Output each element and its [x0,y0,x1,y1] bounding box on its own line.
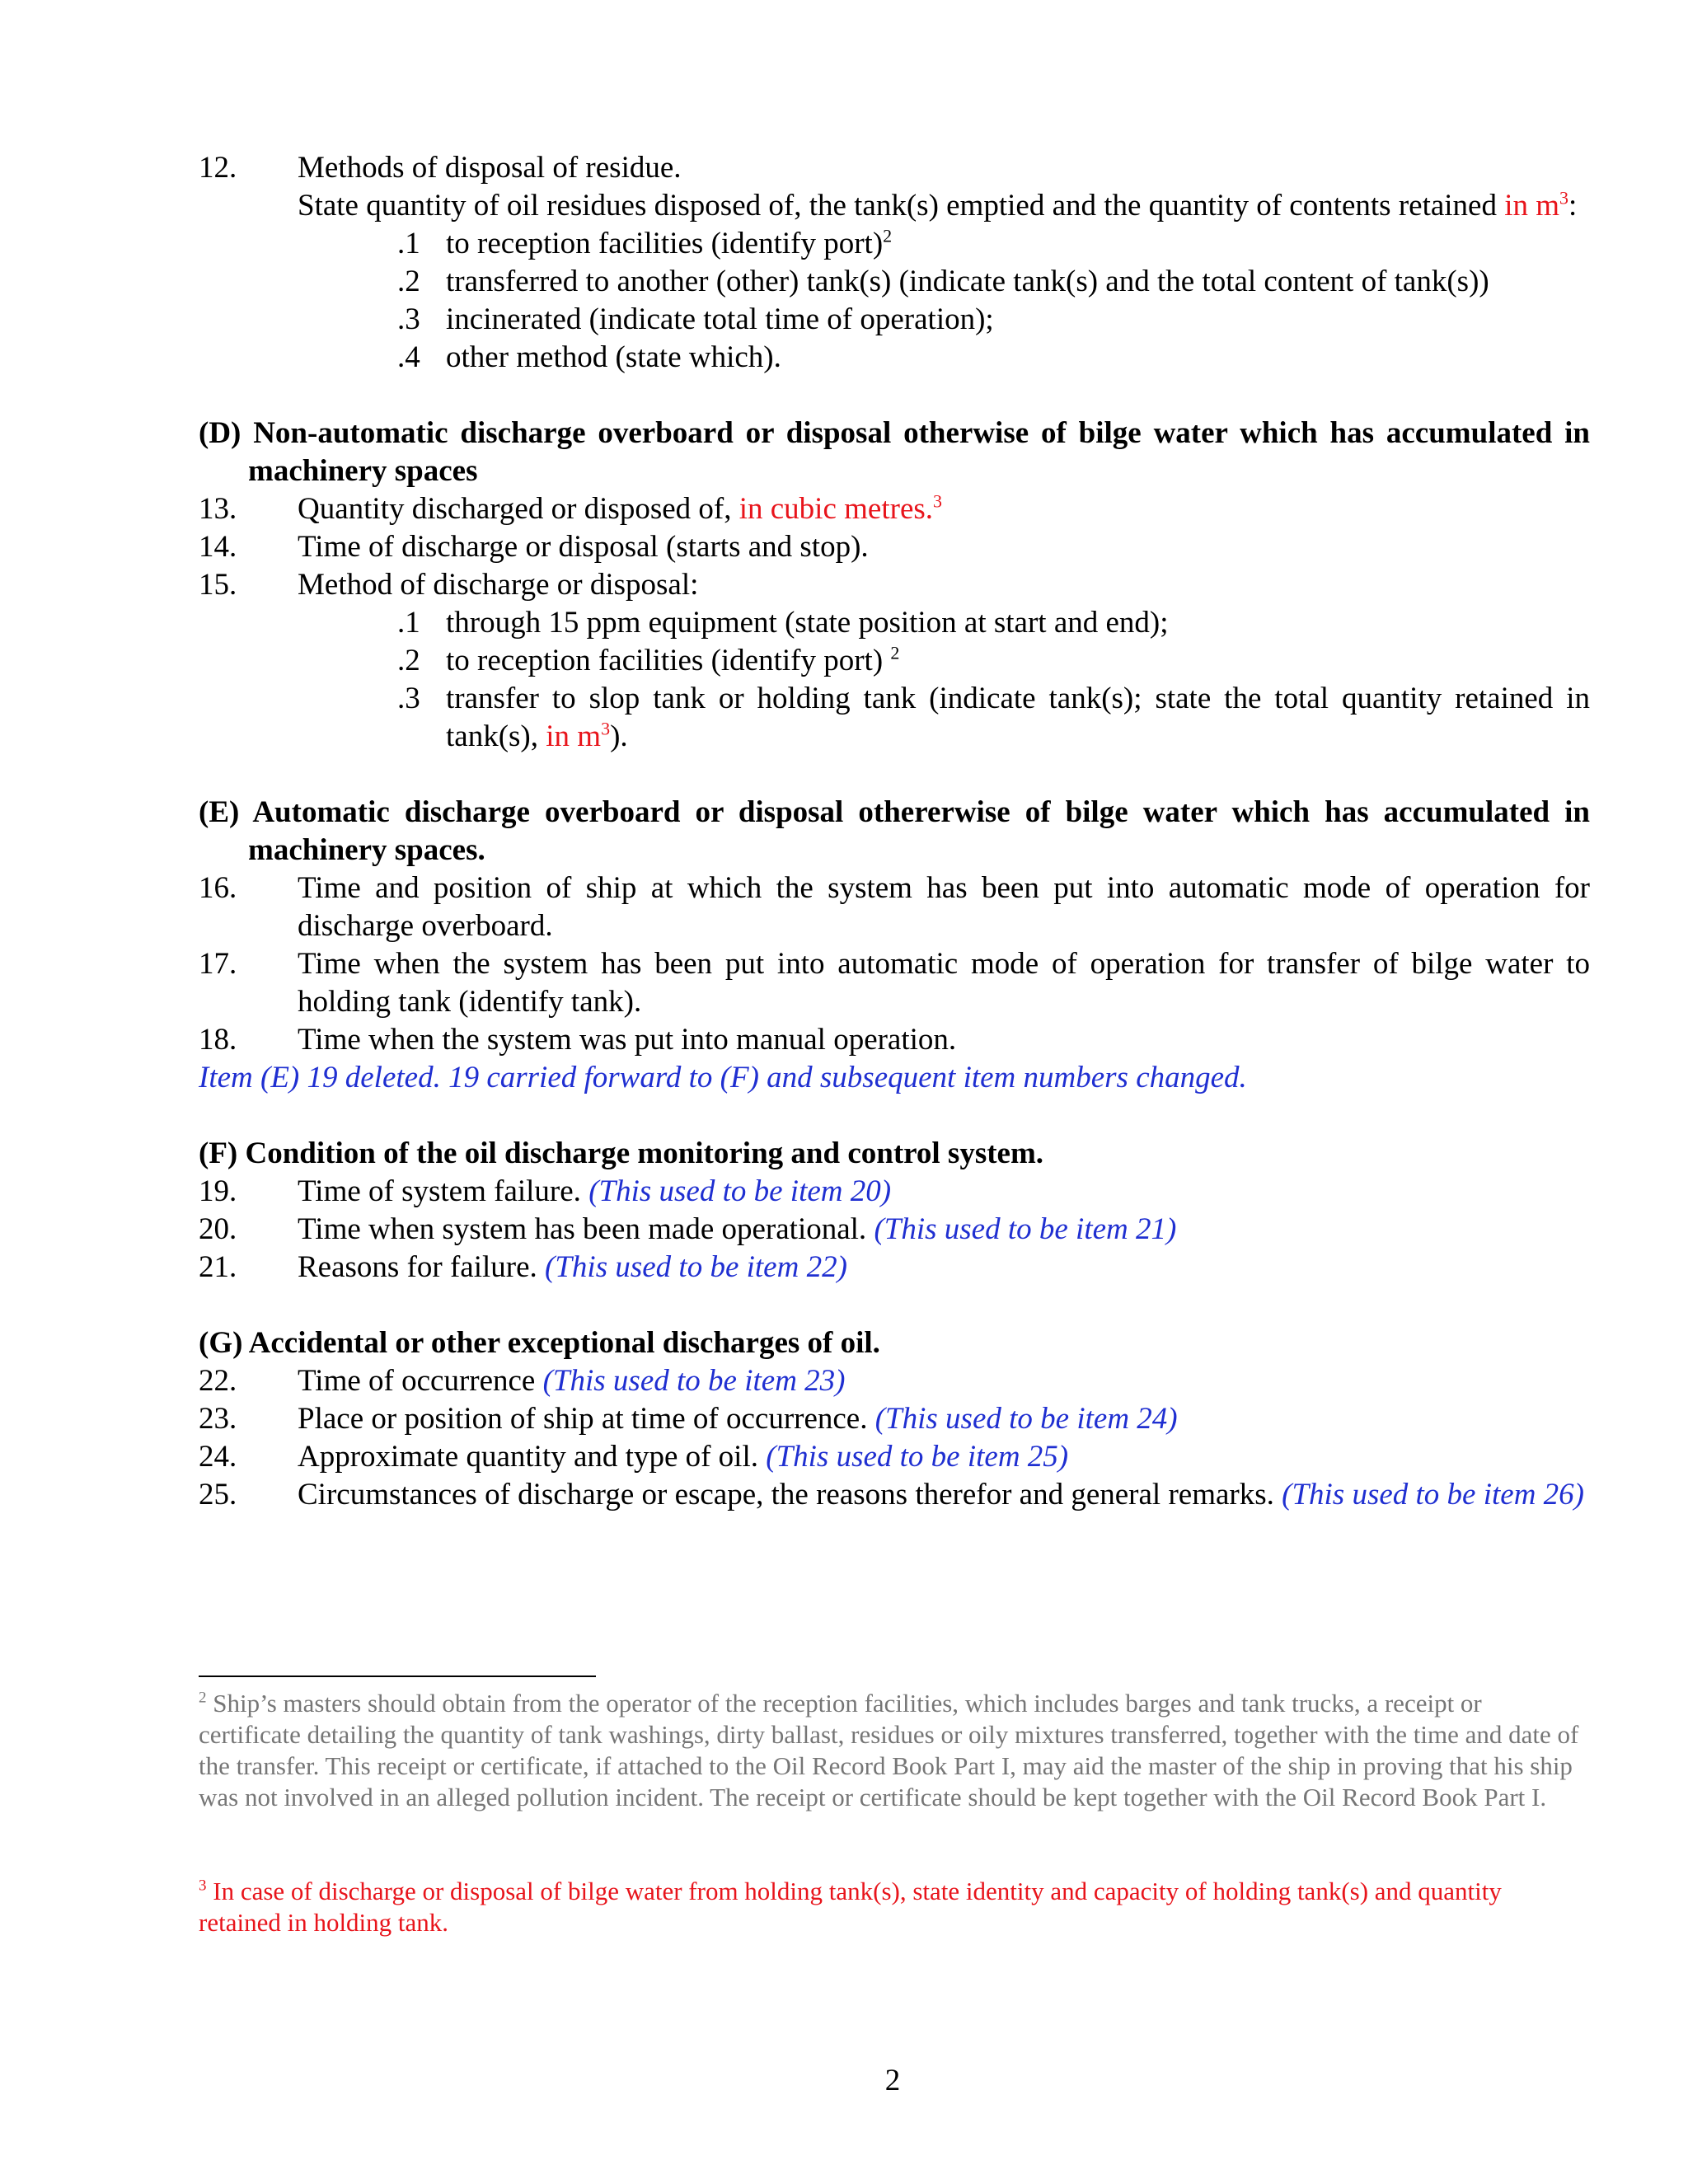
item-15: 15. Method of discharge or disposal: [199,568,699,602]
footnote-ref: 2 [883,225,893,246]
item-14: 14. Time of discharge or disposal (starts and stop). [199,530,869,564]
footnote-separator [199,1675,596,1677]
item-description: State quantity of oil residues disposed of, the tank(s) emptied and the quantity of contents retained in $m^3$: [298,187,1578,223]
item-number: 12. [199,151,237,185]
sub-item: .2 transferred to another (other) tank(s) (indicate tank(s) and the total content of tank(s)) [397,265,1489,298]
footnote-mark: 3 [199,1877,207,1895]
section-f-heading: (F) Condition of the oil discharge monitoring and control system. [199,1137,1044,1170]
item-19: 19. Time of system failure. (This used to be item 20) [199,1174,892,1208]
item-13: 13. Quantity discharged or disposed of, in cubic metres.$^3$ [199,490,943,526]
section-d-heading: (D) Non-automatic discharge overboard or disposal otherwise of bilge water which has accumulated in machinery spaces [199,416,1590,488]
deletion-note: Item (E) 19 deleted. 19 carried forward to (F) and subsequent item numbers changed. [199,1061,1247,1094]
item-25: 25. Circumstances of discharge or escape, the reasons therefor and general remarks. (This used to be item 26) [199,1478,1584,1511]
item-22: 22. Time of occurrence (This used to be item 23) [199,1364,846,1398]
section-e-heading: (E) Automatic discharge overboard or disposal othererwise of bilge water which has accumulated in machinery spaces. [199,795,1590,867]
sub-item: .2 to reception facilities (identify port) $^2$ [397,642,900,677]
item-21: 21. Reasons for failure. (This used to be item 22) [199,1250,847,1284]
unit-red: in $m^3$ [1504,187,1569,223]
item-16: 16. Time and position of ship at which the system has been put into automatic mode of operation for discharge overboard. [199,871,1590,943]
sub-item: .1 to reception facilities (identify port)$^2$ [397,225,893,260]
item-12 [199,149,1590,225]
sub-item: .4 other method (state which). [397,340,781,374]
item-20: 20. Time when system has been made operational. (This used to be item 21) [199,1212,1177,1246]
item-23: 23. Place or position of ship at time of occurrence. (This used to be item 24) [199,1402,1178,1436]
sub-item: .1 through 15 ppm equipment (state position at start and end); [397,606,1169,640]
document-body [199,149,1590,1514]
item-17: 17. Time when the system has been put into automatic mode of operation for transfer of bilge water to holding tank (identify tank). [199,947,1590,1019]
footnote-mark: 2 [199,1689,207,1707]
sub-item: .3 transfer to slop tank or holding tank (indicate tank(s); state the total quantity retained in tank(s), in $m^3$). [397,682,1590,753]
page-number: 2 [884,2064,901,2097]
item-title: Methods of disposal of residue. [298,151,682,185]
section-g-heading: (G) Accidental or other exceptional discharges of oil. [199,1326,880,1360]
item-18: 18. Time when the system was put into manual operation. [199,1023,957,1057]
footnote-3: $^3$ In case of discharge or disposal of bilge water from holding tank(s), state identity and capacity of holding tank(s) and quantity retained in holding tank. [199,1877,1502,1937]
item-24: 24. Approximate quantity and type of oil. (This used to be item 25) [199,1440,1069,1474]
footnote-ref: 2 [890,642,900,663]
footnote-ref: 3 [933,490,943,512]
sub-item: .3 incinerated (indicate total time of operation); [397,302,994,336]
footnote-2: $^2$ Ship’s masters should obtain from the operator of the reception facilities, which includes barges and tank trucks, a receipt or certificate detailing the quantity of tank washings, dirty ballast, residues or oily mixtures transferred, together with the time and date of the transfer. This receipt or certificate, if attached to the Oil Record Book Part I, may aid the master of the ship in proving that his ship was not involved in an alleged pollution incident. The receipt or certificate should be kept together with the Oil Record Book Part I. [199,1689,1579,1811]
